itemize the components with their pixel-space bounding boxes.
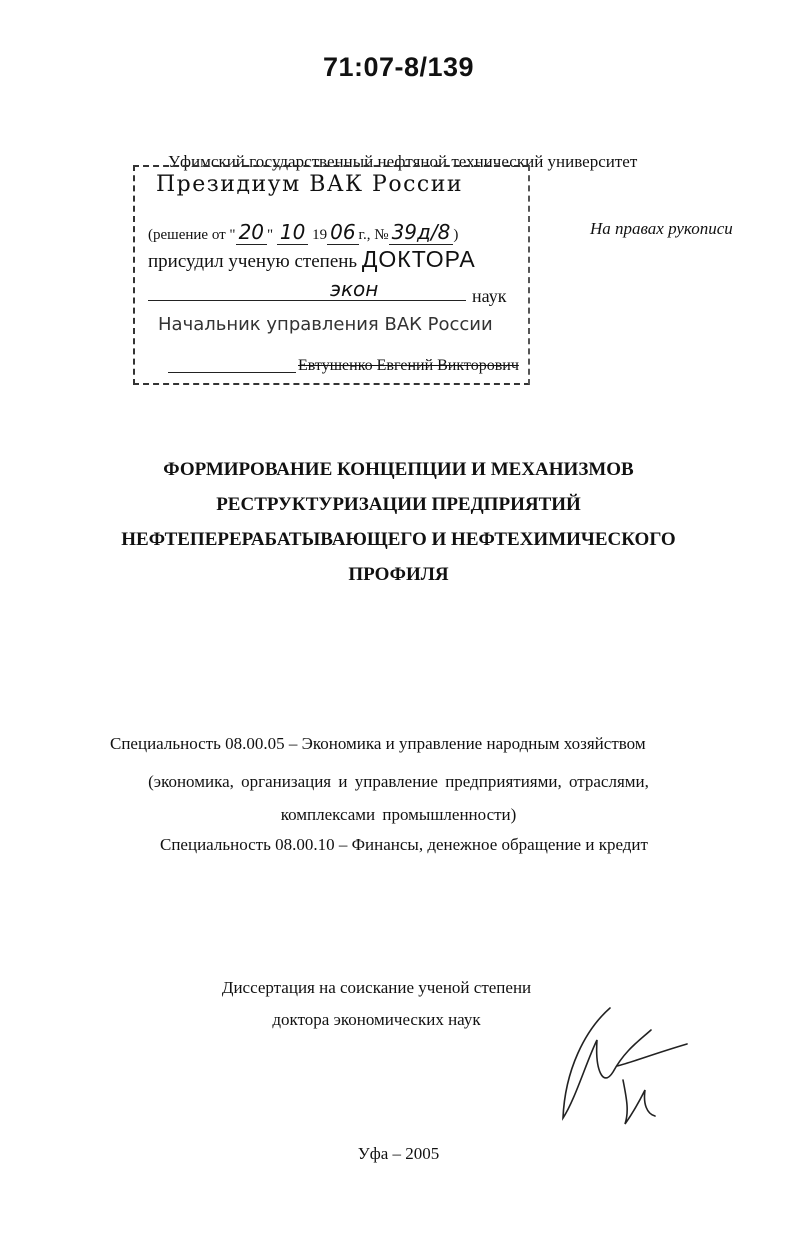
field-handwritten: экон [330, 277, 379, 301]
title-line: НЕФТЕПЕРЕРАБАТЫВАЮЩЕГО И НЕФТЕХИМИЧЕСКОГО [121, 529, 676, 550]
title-line: ПРОФИЛЯ [348, 564, 449, 585]
decision-number: 39д/8 [389, 220, 454, 245]
specialty-1: Специальность 08.00.05 – Экономика и управление народным хозяйством [110, 734, 646, 753]
stamp-head-name: Евтушенко Евгений Викторович [298, 357, 519, 374]
field-underline [148, 300, 466, 301]
decision-suffix: ) [453, 227, 459, 243]
dissertation-title [100, 452, 697, 592]
manuscript-rights-note: На правах рукописи [590, 219, 733, 238]
decision-sep: " [267, 227, 274, 243]
title-line: ФОРМИРОВАНИЕ КОНЦЕПЦИИ И МЕХАНИЗМОВ [163, 459, 634, 480]
specialty-1-detail-line: комплексами промышленности) [280, 805, 517, 824]
title-line: РЕСТРУКТУРИЗАЦИИ ПРЕДПРИЯТИЙ [216, 494, 581, 515]
university-name: Уфимский государственный нефтяной технический университет [168, 152, 638, 171]
awarded-text: присудил ученую степень [148, 251, 358, 272]
specialty-1-detail [0, 765, 797, 831]
author-signature [555, 1000, 695, 1130]
sciences-label: наук [472, 286, 507, 306]
document-code: 71:07-8/139 [322, 52, 475, 82]
stamp-title: Президиум ВАК России [156, 172, 464, 197]
stamp-head-title: Начальник управления ВАК России [158, 314, 493, 335]
stamp-decision [148, 220, 458, 245]
stamp-awarded [148, 246, 476, 273]
decision-day: 20 [236, 220, 267, 245]
decision-year: 06 [327, 220, 358, 245]
degree-line: Диссертация на соискание ученой степени [221, 978, 532, 997]
decision-year-prefix: 19 [312, 227, 328, 243]
decision-mid: г., № [358, 227, 389, 243]
signature-underline [168, 372, 296, 373]
specialty-1-detail-line: (экономика, организация и управление предприятиями, отраслями, [148, 772, 649, 791]
decision-prefix: (решение от " [148, 227, 236, 243]
degree-level: ДОКТОРА [361, 246, 476, 272]
specialty-2: Специальность 08.00.10 – Финансы, денежное обращение и кредит [160, 835, 648, 854]
vak-stamp [133, 165, 530, 385]
decision-month: 10 [277, 220, 308, 245]
city-year: Уфа – 2005 [357, 1144, 440, 1163]
degree-line: доктора экономических наук [272, 1010, 481, 1029]
